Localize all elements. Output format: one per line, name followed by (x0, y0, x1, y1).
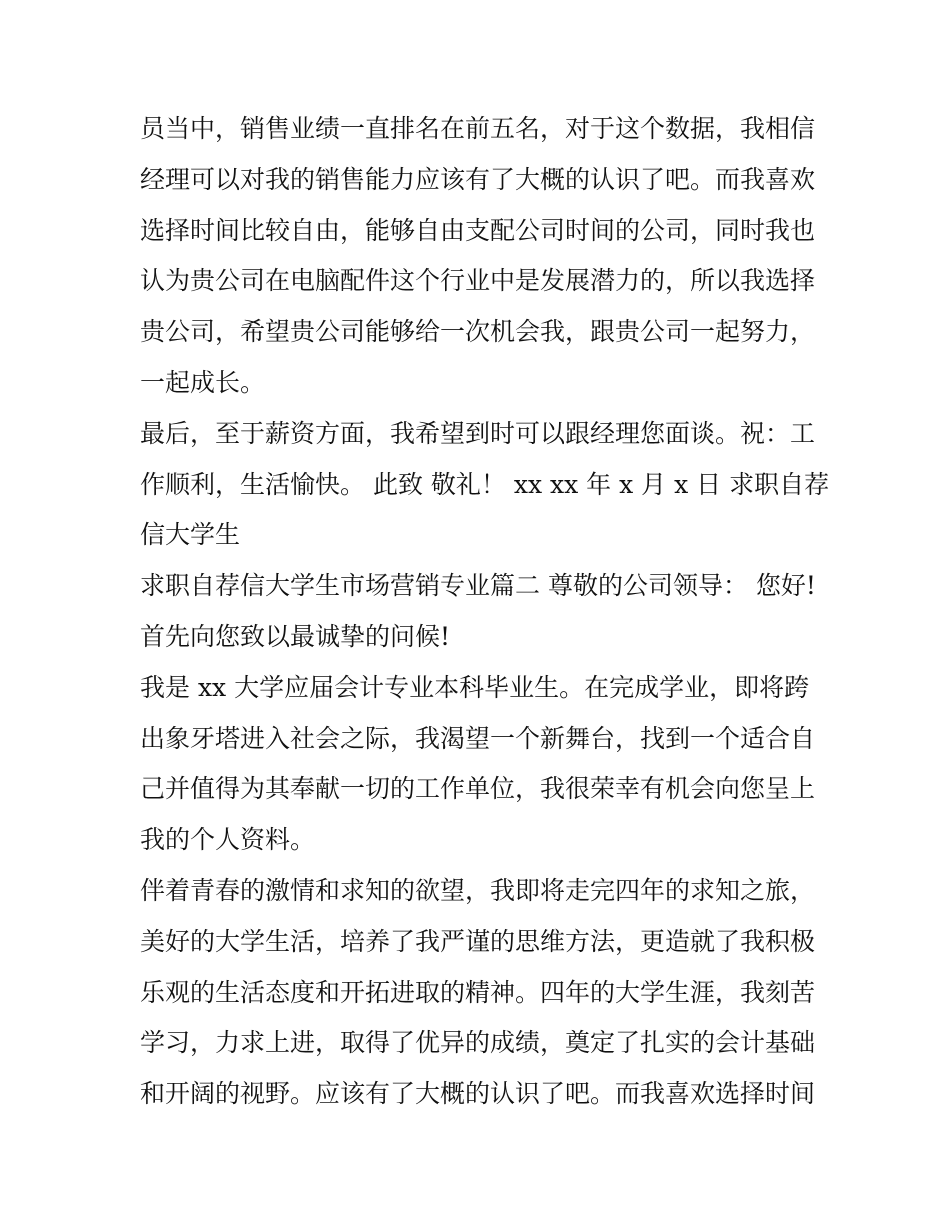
text-line: 我的个人资料。 (140, 825, 316, 855)
text-line: 学习，力求上进，取得了优异的成绩，奠定了扎实的会计基础 (140, 1028, 816, 1058)
text-line: 认为贵公司在电脑配件这个行业中是发展潜力的，所以我选择 (140, 266, 816, 296)
text-line: 求职自荐信大学生市场营销专业篇二 尊敬的公司领导： 您好! (140, 571, 816, 601)
text-line: 乐观的生活态度和开拓进取的精神。四年的大学生涯，我刻苦 (140, 977, 816, 1007)
text-line: 作顺利，生活愉快。 此致 敬礼！ xx xx 年 x 月 x 日 求职自荐 (140, 469, 830, 499)
text-line: 信大学生 (140, 520, 241, 550)
text-line: 一起成长。 (140, 367, 266, 397)
text-line: 美好的大学生活，培养了我严谨的思维方法，更造就了我积极 (140, 926, 816, 956)
text-line: 最后，至于薪资方面，我希望到时可以跟经理您面谈。祝：工 (140, 418, 816, 448)
text-line: 贵公司，希望贵公司能够给一次机会我，跟贵公司一起努力， (140, 317, 816, 347)
text-line: 己并值得为其奉献一切的工作单位，我很荣幸有机会向您呈上 (140, 774, 816, 804)
text-line: 经理可以对我的销售能力应该有了大概的认识了吧。而我喜欢 (140, 164, 816, 194)
text-line: 伴着青春的激情和求知的欲望，我即将走完四年的求知之旅， (140, 875, 816, 905)
text-line: 首先向您致以最诚挚的问候! (140, 621, 451, 651)
text-line: 和开阔的视野。应该有了大概的认识了吧。而我喜欢选择时间 (140, 1079, 816, 1109)
text-line: 我是 xx 大学应届会计专业本科毕业生。在完成学业，即将跨 (140, 672, 810, 702)
text-line: 员当中，销售业绩一直排名在前五名，对于这个数据，我相信 (140, 114, 816, 143)
text-line: 选择时间比较自由，能够自由支配公司时间的公司，同时我也 (140, 215, 816, 245)
text-line: 出象牙塔进入社会之际，我渴望一个新舞台，找到一个适合自 (140, 723, 816, 753)
body-text (140, 104, 830, 1120)
